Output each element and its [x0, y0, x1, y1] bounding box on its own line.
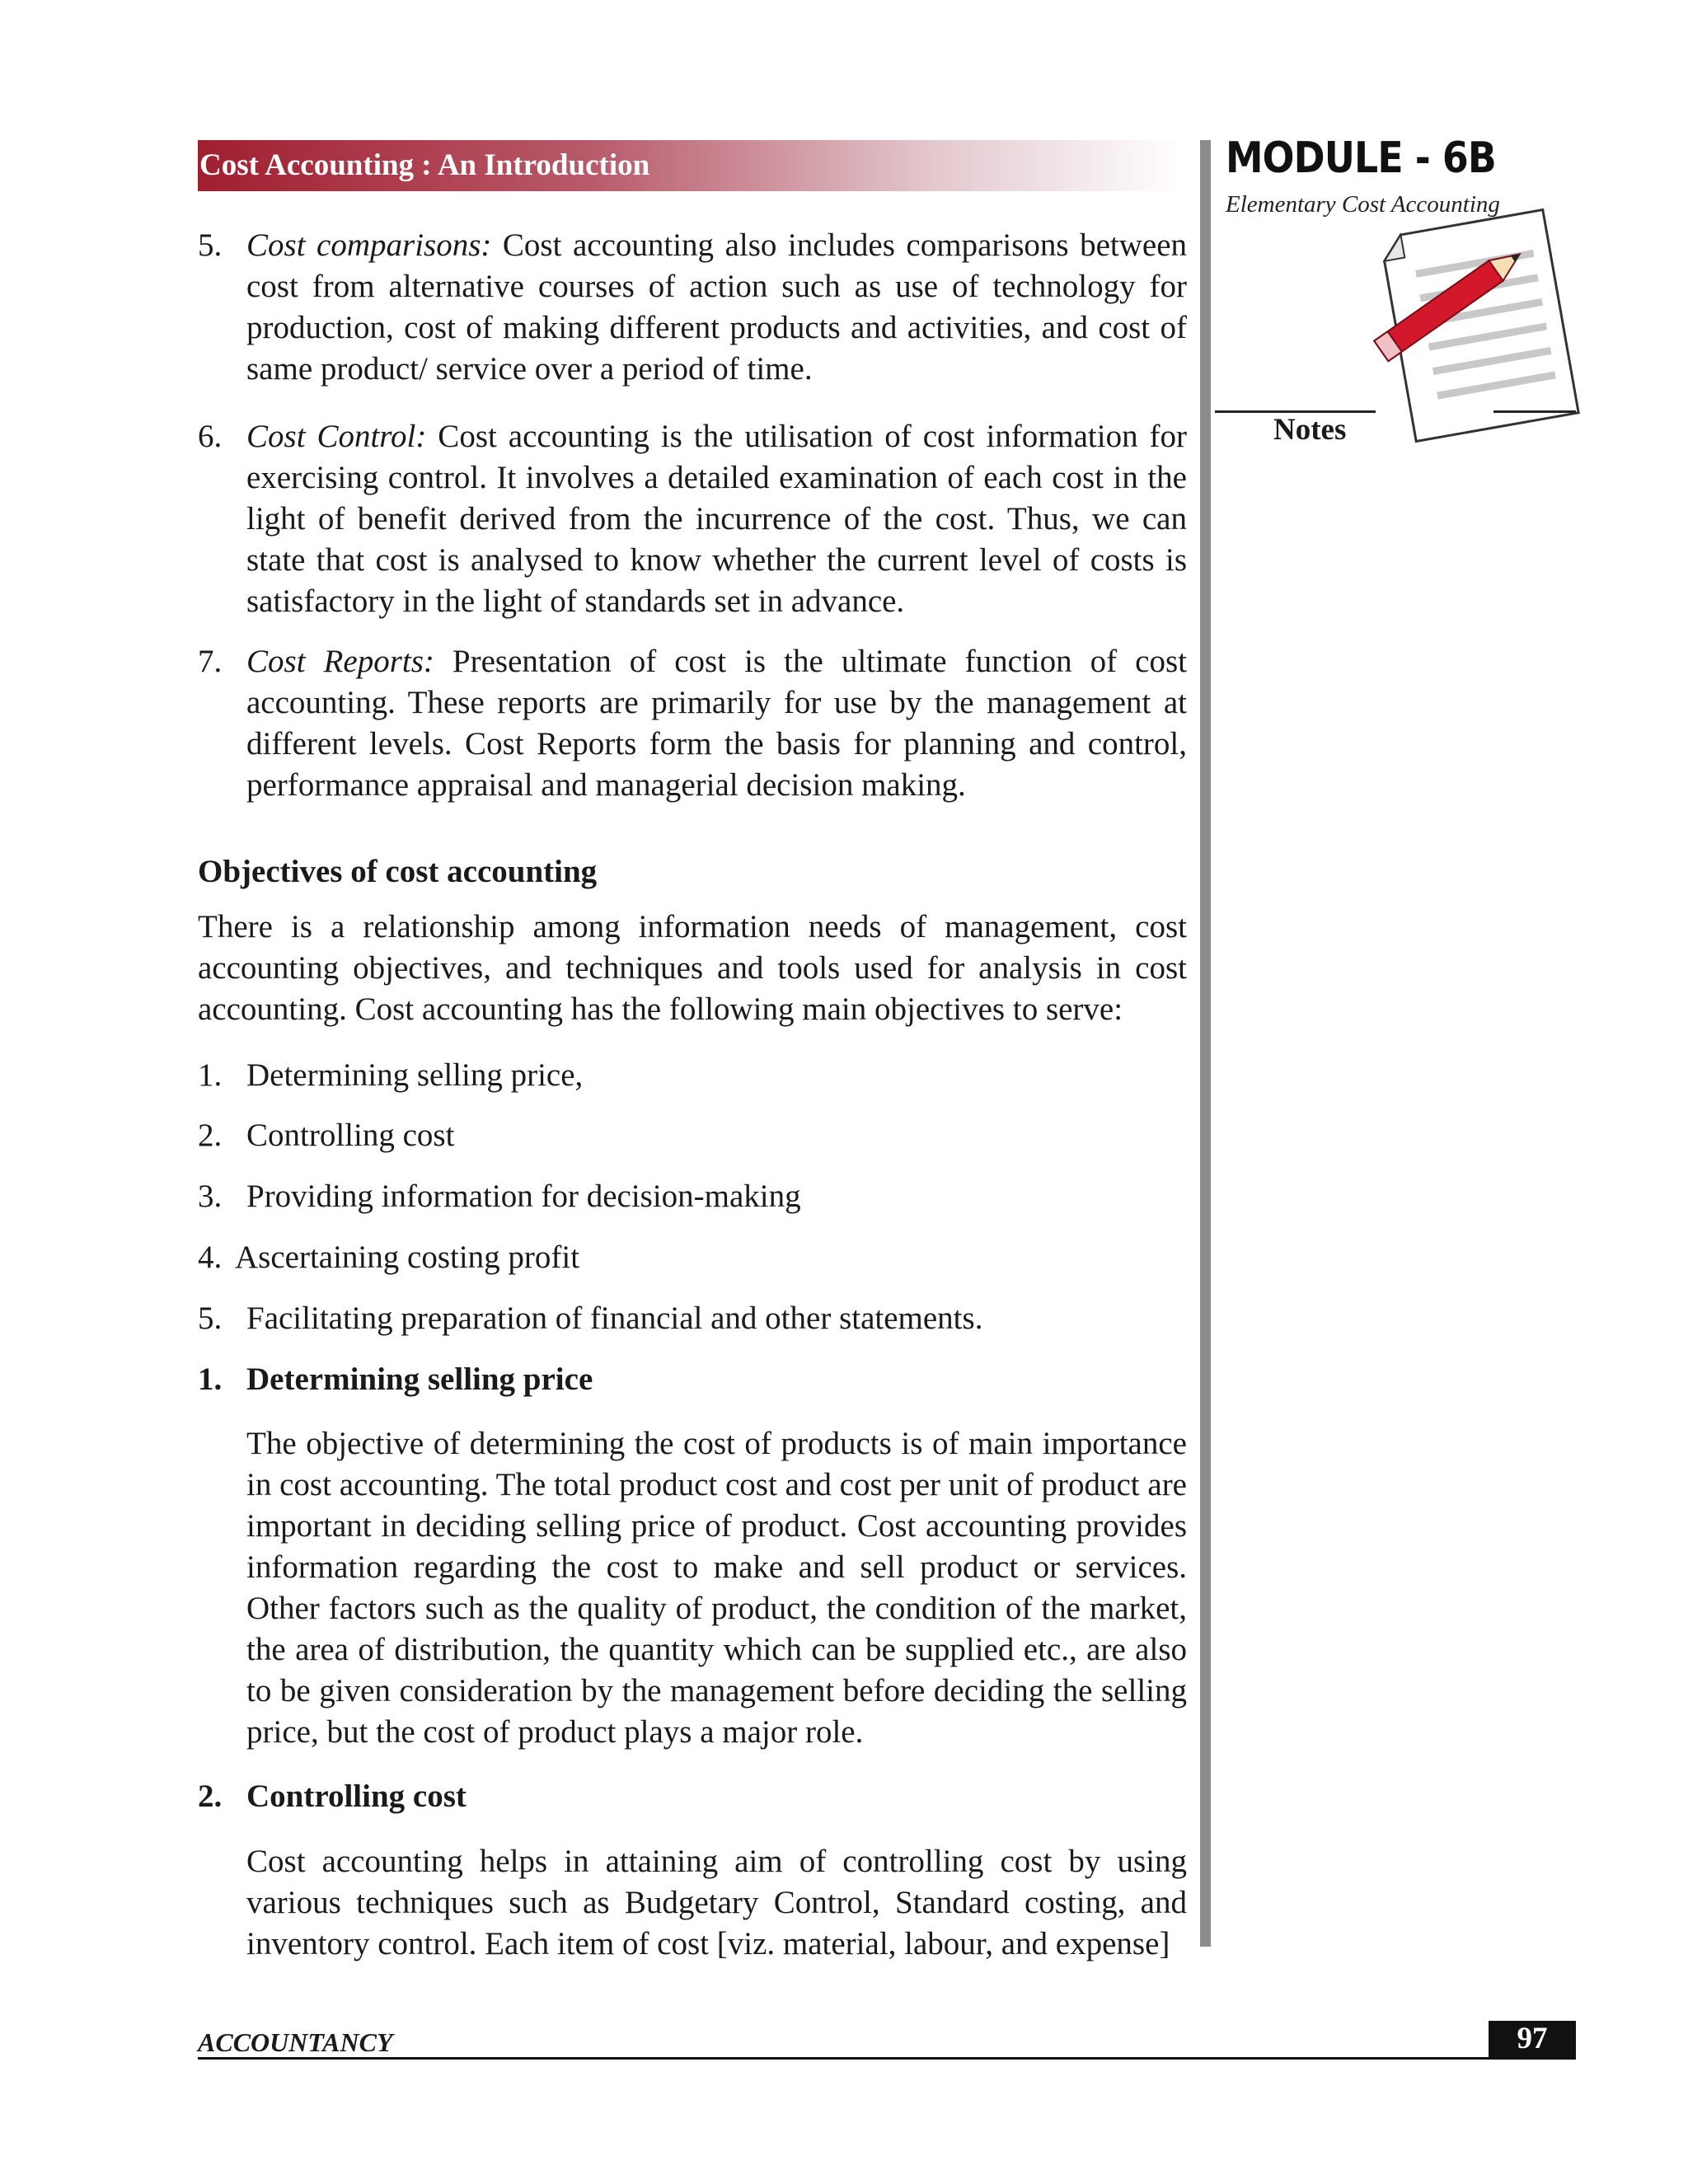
module-title: MODULE - 6B: [1226, 134, 1496, 183]
item-number: 6.: [198, 419, 223, 454]
list-item: [198, 641, 1187, 806]
objective-item: 1. Determining selling price,: [198, 1057, 584, 1093]
item-term: Cost Control:: [246, 419, 427, 454]
objectives-intro: There is a relationship among information needs of management, cost accounting objectives, and techniques and tools used for analysis in cost accounting. Cost accounting has the following main objectives to serve:: [198, 909, 1187, 1027]
section-heading: 1. Determining selling price: [198, 1361, 593, 1397]
item-number: 7.: [198, 644, 223, 679]
page-number: 97: [1489, 2021, 1576, 2059]
objective-item: 4. Ascertaining costing profit: [198, 1240, 580, 1275]
footer-rule: [198, 2057, 1576, 2060]
item-text: Cost accounting also includes comparisons between cost from alternative courses of action such as use of technology for production, cost of making different products and activities, and cost of same product/ service over a period of time.: [246, 227, 1188, 387]
objective-item: 2. Controlling cost: [198, 1118, 455, 1153]
objective-item: 3. Providing information for decision-making: [198, 1179, 801, 1214]
item-text: Cost accounting is the utilisation of cost information for exercising control. It involves a detailed examination of each cost in the light of benefit derived from the incurrence of the cost. Thus, we can state that cost is analysed to know whether the current level of costs is satisfactory in the light of standards set in advance.: [246, 419, 1187, 619]
objectives-heading: Objectives of cost accounting: [198, 854, 598, 889]
notes-label: Notes: [1273, 413, 1347, 447]
section-heading: 2. Controlling cost: [198, 1779, 467, 1814]
list-item: [198, 416, 1187, 622]
chapter-title: Cost Accounting : An Introduction: [199, 148, 650, 182]
item-term: Cost Reports:: [246, 644, 434, 679]
item-term: Cost comparisons:: [246, 227, 492, 263]
margin-divider: [1200, 140, 1211, 1947]
item-text: Presentation of cost is the ultimate function of cost accounting. These reports are primarily for use by the management at different levels. Cost Reports form the basis for planning and control, performance appraisal and managerial decision making.: [246, 644, 1187, 803]
section-body: Cost accounting helps in attaining aim of controlling cost by using various techniques such as Budgetary Control, Standard costing, and inventory control. Each item of cost [viz. material, labour, and expense]: [246, 1844, 1187, 1961]
item-number: 5.: [198, 227, 223, 263]
notes-rule-right: [1493, 410, 1576, 413]
section-body: The objective of determining the cost of products is of main importance in cost accounting. The total product cost and cost per unit of product are important in deciding selling price of product. Cost accounting provides information regarding the cost to make and sell product or services. Other factors such as the quality of product, the condition of the market, the area of distribution, the quantity which can be supplied etc., are also to be given consideration by the management before deciding the selling price, but the cost of product plays a major role.: [246, 1426, 1187, 1750]
objective-item: 5. Facilitating preparation of financial and other statements.: [198, 1301, 983, 1336]
main-content: [198, 0, 1187, 1978]
footer-subject: ACCOUNTANCY: [198, 2027, 393, 2057]
module-subtitle: Elementary Cost Accounting: [1226, 191, 1500, 218]
notes-pencil-icon: [1368, 206, 1591, 445]
list-item: [198, 225, 1187, 390]
